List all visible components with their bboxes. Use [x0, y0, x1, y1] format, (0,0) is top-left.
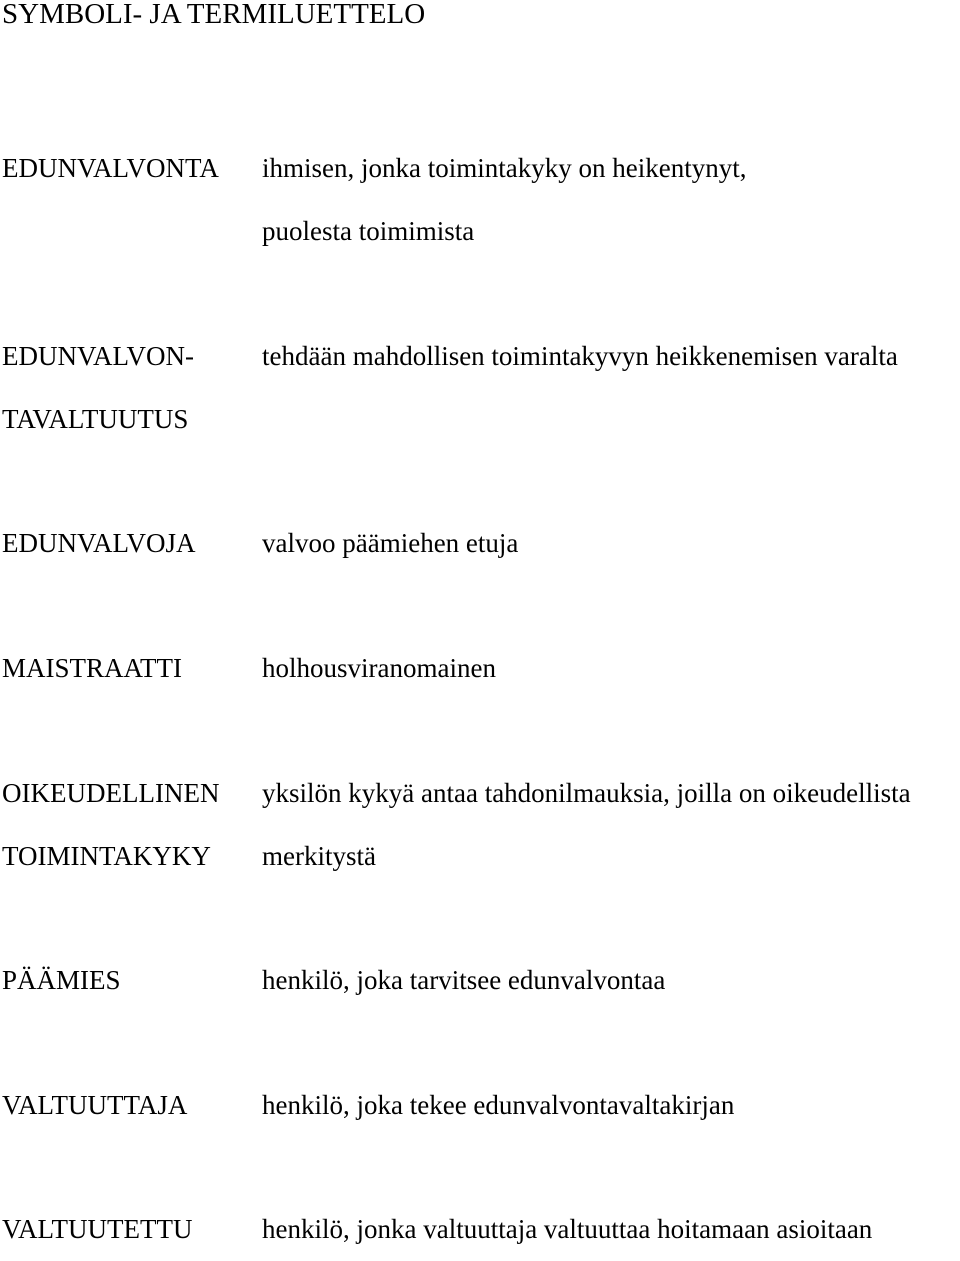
- term-line: MAISTRAATTI: [2, 653, 182, 683]
- term-label: [2, 325, 194, 450]
- term-label: [2, 637, 182, 700]
- page-title: SYMBOLI- JA TERMILUETTELO: [2, 0, 426, 30]
- term-definition: [262, 762, 911, 887]
- term-label: [2, 1198, 193, 1261]
- definition-line: henkilö, joka tarvitsee edunvalvontaa: [262, 965, 666, 995]
- definition-line: puolesta toimimista: [262, 215, 475, 246]
- term-label: [2, 762, 219, 887]
- term-line: EDUNVALVOJA: [2, 528, 196, 558]
- term-line: TAVALTUUTUS: [2, 403, 189, 434]
- definition-line: ihmisen, jonka toimintakyky on heikentynyt,: [262, 153, 747, 183]
- term-label: [2, 1074, 187, 1137]
- term-definition: [262, 512, 518, 575]
- term-definition: [262, 637, 496, 700]
- term-line: VALTUUTTAJA: [2, 1090, 188, 1120]
- term-line: EDUNVALVONTA: [2, 153, 219, 183]
- term-line: VALTUUTETTU: [2, 1214, 193, 1244]
- term-line: PÄÄMIES: [2, 965, 121, 995]
- term-definition: [262, 137, 746, 262]
- term-label: [2, 512, 196, 575]
- term-line: EDUNVALVON-: [2, 341, 195, 371]
- term-definition: [262, 1198, 872, 1261]
- term-line: TOIMINTAKYKY: [2, 840, 211, 871]
- definition-line: valvoo päämiehen etuja: [262, 528, 519, 558]
- definition-line: yksilön kykyä antaa tahdonilmauksia, joilla on oikeudellista: [262, 778, 911, 808]
- definition-line: henkilö, joka tekee edunvalvontavaltakirjan: [262, 1090, 735, 1120]
- definition-line: holhousviranomainen: [262, 653, 496, 683]
- term-line: OIKEUDELLINEN: [2, 778, 220, 808]
- term-definition: [262, 325, 898, 388]
- term-definition: [262, 949, 665, 1012]
- term-label: [2, 949, 121, 1012]
- term-label: [2, 137, 219, 200]
- definition-line: tehdään mahdollisen toimintakyvyn heikkenemisen varalta: [262, 341, 898, 371]
- term-definition: [262, 1074, 734, 1137]
- definition-line: henkilö, jonka valtuuttaja valtuuttaa hoitamaan asioitaan: [262, 1214, 873, 1244]
- definition-line: merkitystä: [262, 840, 376, 871]
